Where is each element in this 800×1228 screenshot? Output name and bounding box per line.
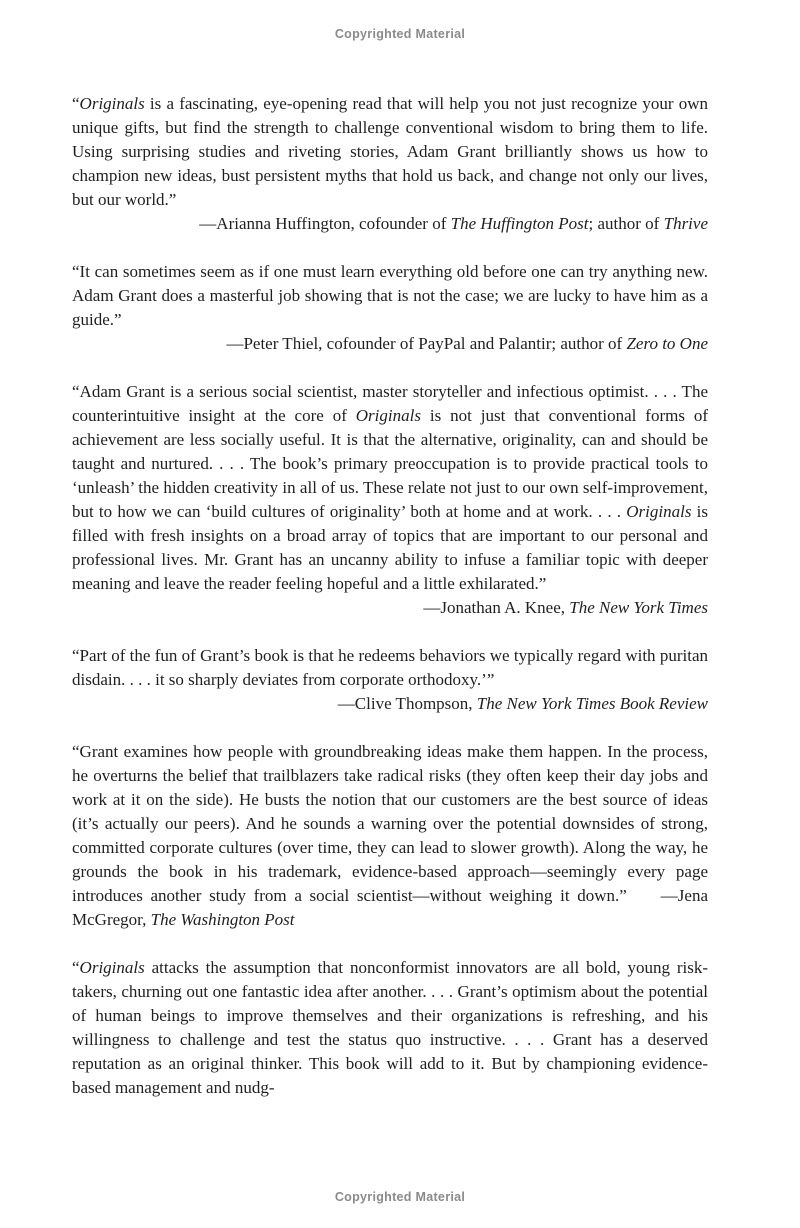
copyright-notice-top: Copyrighted Material bbox=[334, 27, 466, 41]
review-block bbox=[72, 260, 708, 356]
review-block bbox=[72, 380, 708, 620]
review-block bbox=[72, 956, 708, 1100]
review-attribution: —Arianna Huffington, cofounder of The Huffington Post; author of Thrive bbox=[199, 214, 708, 233]
review-quote: “Grant examines how people with groundbreaking ideas make them happen. In the process, he overturns the belief that trailblazers take radical risks (they often keep their day jobs and work at it on the side). He busts the notion that our customers are the best source of ideas (it’s actually our peers). And he sounds a warning over the potential downsides of strong, committed corporate cultures (over time, they can lead to slower growth). Along the way, he grounds the book in his trademark, evidence-based approach—seemingly every page introduces another study from a social scientist—without weighing it down.” —Jena McGregor, The Washington Post bbox=[72, 742, 708, 929]
review-quote: “Originals is a fascinating, eye-opening read that will help you not just recognize your own unique gifts, but find the strength to challenge conventional wisdom to bring them to life. Using surprising studies and riveting stories, Adam Grant brilliantly shows us how to champion new ideas, bust persistent myths that hold us back, and change not only our lives, but our world.” bbox=[72, 94, 708, 209]
review-block bbox=[72, 740, 708, 932]
copyright-notice-bottom: Copyrighted Material bbox=[334, 1190, 466, 1204]
review-block bbox=[72, 644, 708, 716]
review-quote: “Originals attacks the assumption that nonconformist innovators are all bold, young risk-takers, churning out one fantastic idea after another. . . . Grant’s optimism about the potential of human beings to improve themselves and their organizations is refreshing, and his willingness to challenge and test the status quo instructive. . . . Grant has a deserved reputation as an original thinker. This book will add to it. But by championing evidence-based management and nudg- bbox=[72, 958, 708, 1097]
review-quote: “Adam Grant is a serious social scientist, master storyteller and infectious optimist. . . . The counterintuitive insight at the core of Originals is not just that conventional forms of achievement are less socially useful. It is that the alternative, originality, can and should be taught and nurtured. . . . The book’s primary preoccupation is to provide practical tools to ‘unleash’ the hidden creativity in all of us. These relate not just to our own self-improvement, but to how we can ‘build cultures of originality’ both at home and at work. . . . Originals is filled with fresh insights on a broad array of topics that are important to our personal and professional lives. Mr. Grant has an uncanny ability to infuse a familiar topic with deeper meaning and leave the reader feeling hopeful and a little exhilarated.” bbox=[72, 382, 709, 593]
review-quote: “It can sometimes seem as if one must learn everything old before one can try anything new. Adam Grant does a masterful job showing that is not the case; we are lucky to have him as a guide.” bbox=[72, 262, 708, 329]
review-attribution: —Jonathan A. Knee, The New York Times bbox=[423, 598, 708, 617]
reviews-content bbox=[72, 92, 708, 1124]
review-attribution: —Peter Thiel, cofounder of PayPal and Palantir; author of Zero to One bbox=[226, 334, 708, 353]
review-quote: “Part of the fun of Grant’s book is that he redeems behaviors we typically regard with puritan disdain. . . . it so sharply deviates from corporate orthodoxy.’” bbox=[72, 646, 708, 689]
review-attribution: —Clive Thompson, The New York Times Book Review bbox=[337, 694, 708, 713]
review-block bbox=[72, 92, 708, 236]
